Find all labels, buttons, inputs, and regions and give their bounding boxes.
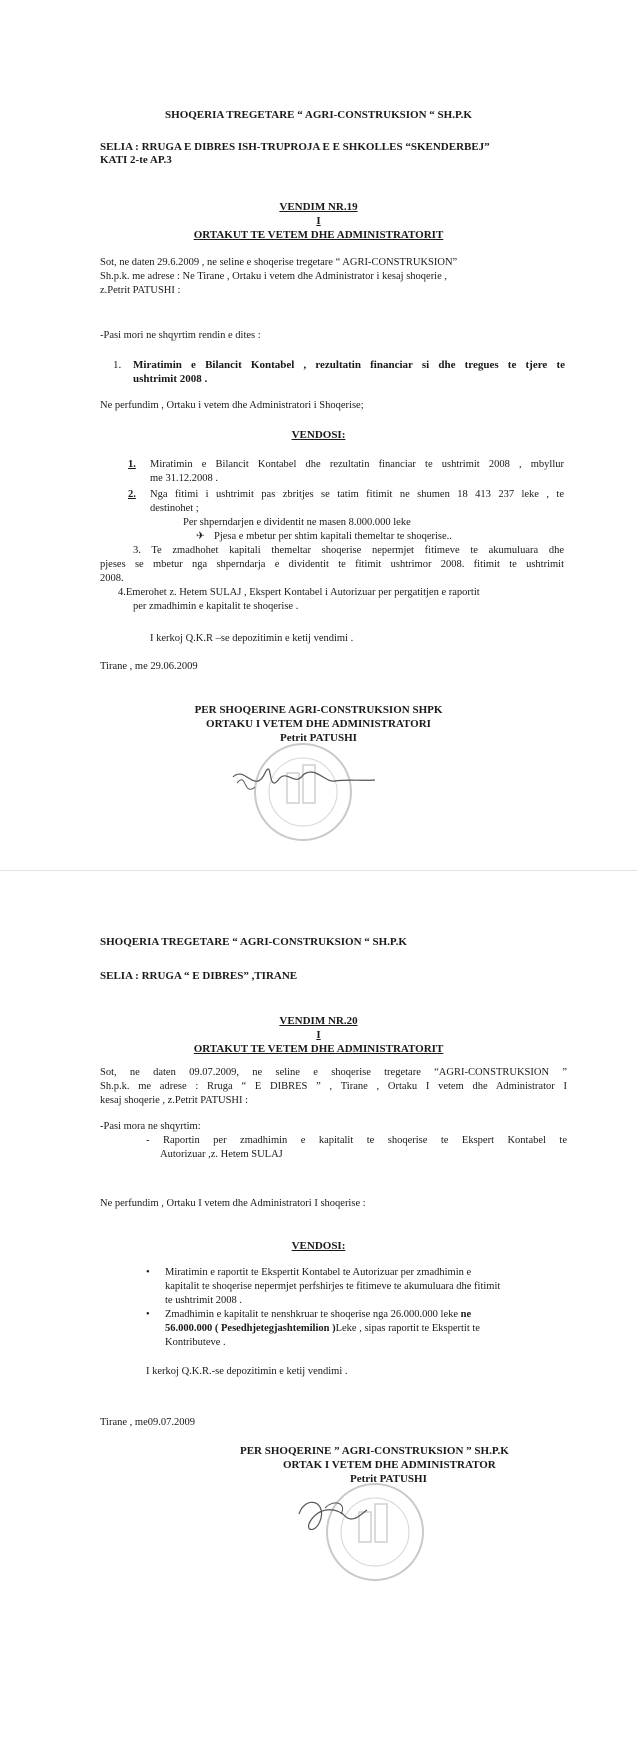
decision-2-line-1: Nga fitimi i ushtrimit pas zbritjes se tatim fitimit ne shumen 18 413 237 leke , te bbox=[150, 489, 564, 500]
decision-subtitle: ORTAKUT TE VETEM DHE ADMINISTRATORIT bbox=[193, 1043, 444, 1055]
agenda-item-line-1: - Raportin per zmadhimin e kapitalit te shoqerise te Ekspert Kontabel te bbox=[146, 1135, 567, 1146]
decision-4-line-1: 4.Emerohet z. Hetem SULAJ , Ekspert Kontabel i Autorizuar per pergatitjen e raportit bbox=[118, 587, 480, 598]
address-line-2: KATI 2-te AP.3 bbox=[100, 154, 172, 166]
agenda-intro: -Pasi mora ne shqyrtim: bbox=[100, 1121, 201, 1132]
address-line-1: SELIA : RRUGA E DIBRES ISH-TRUPROJA E E SHKOLLES “SKENDERBEJ” bbox=[100, 141, 490, 153]
company-stamp-with-signature-icon bbox=[295, 1474, 455, 1589]
decision-1-number: 1. bbox=[128, 459, 136, 470]
signature-name: Petrit PATUSHI bbox=[350, 1473, 427, 1485]
company-stamp-with-signature-icon bbox=[225, 735, 385, 850]
signature-role: ORTAKU I VETEM DHE ADMINISTRATORI bbox=[206, 718, 431, 730]
decision-document-19 bbox=[0, 0, 637, 870]
decision-2-sub-2: Pjesa e mbetur per shtim kapitali themeltar te shoqerise.. bbox=[214, 531, 452, 542]
intro-line-3: z.Petrit PATUSHI : bbox=[100, 285, 181, 296]
registration-request: I kerkoj Q.K.R –se depozitimin e ketij vendimi . bbox=[150, 633, 354, 644]
place-date: Tirane , me 29.06.2009 bbox=[100, 661, 198, 672]
decision-3-line-3: 2008. bbox=[100, 573, 124, 584]
intro-line-1: Sot, ne daten 09.07.2009, ne seline e shoqerise tregetare “AGRI-CONSTRUKSION ” bbox=[100, 1067, 567, 1078]
conclusion: Ne perfundim , Ortaku i vetem dhe Administratori i Shoqerise; bbox=[100, 400, 364, 411]
decided-heading: VENDOSI: bbox=[291, 1240, 346, 1252]
decided-heading: VENDOSI: bbox=[291, 429, 346, 441]
intro-line-2: Sh.p.k. me adrese : Ne Tirane , Ortaku i vetem dhe Administrator i kesaj shoqerie , bbox=[100, 271, 448, 282]
bullet-1-icon: • bbox=[146, 1267, 150, 1278]
bullet-1-line-3: te ushtrimit 2008 . bbox=[165, 1295, 242, 1306]
signature-company: PER SHOQERINE AGRI-CONSTRUKSION SHPK bbox=[194, 704, 443, 716]
decision-document-20 bbox=[0, 870, 637, 1754]
bullet-2-line-3: Kontributeve . bbox=[165, 1337, 226, 1348]
signature-company: PER SHOQERINE ” AGRI-CONSTRUKSION ” SH.P.K bbox=[240, 1445, 509, 1457]
decision-number: VENDIM NR.19 bbox=[279, 201, 358, 213]
bullet-2-icon: • bbox=[146, 1309, 150, 1320]
place-date: Tirane , me09.07.2009 bbox=[100, 1417, 195, 1428]
agenda-intro: -Pasi mori ne shqyrtim rendin e dites : bbox=[100, 330, 261, 341]
decision-2-number: 2. bbox=[128, 489, 136, 500]
conclusion: Ne perfundim , Ortaku I vetem dhe Administratori I shoqerise : bbox=[100, 1198, 366, 1209]
decision-i: I bbox=[316, 1029, 321, 1041]
bullet-1-line-1: Miratimin e raportit te Ekspertit Kontabel te Autorizuar per zmadhimin e bbox=[165, 1267, 472, 1278]
decision-number: VENDIM NR.20 bbox=[279, 1015, 358, 1027]
decision-i: I bbox=[316, 215, 321, 227]
agenda-item-number: 1. bbox=[113, 359, 122, 371]
decision-2-line-2: destinohet ; bbox=[150, 503, 199, 514]
bullet-2-line-1 bbox=[165, 1308, 471, 1322]
bullet-1-line-2: kapitalit te shoqerise nepermjet perfshirjes te fitimeve te akumuluara dhe fitimit bbox=[165, 1281, 501, 1292]
address-line: SELIA : RRUGA “ E DIBRES” ,TIRANE bbox=[100, 970, 298, 982]
signature-role: ORTAK I VETEM DHE ADMINISTRATOR bbox=[283, 1459, 496, 1471]
registration-request: I kerkoj Q.K.R.-se depozitimin e ketij vendimi . bbox=[146, 1366, 348, 1377]
intro-line-1: Sot, ne daten 29.6.2009 , ne seline e shoqerise tregetare “ AGRI-CONSTRUKSION” bbox=[100, 257, 458, 268]
bullet-2-line-1-bold: ne bbox=[460, 1309, 472, 1320]
agenda-item-line-2: Autorizuar ,z. Hetem SULAJ bbox=[160, 1149, 283, 1160]
decision-4-line-2: per zmadhimin e kapitalit te shoqerise . bbox=[133, 601, 299, 612]
decision-3-line-1: 3. Te zmadhohet kapitali themeltar shoqerise nepermjet fitimeve te akumuluara dhe bbox=[133, 545, 564, 556]
intro-line-2: Sh.p.k. me adrese : Rruga “ E DIBRES ” , Tirane , Ortaku I vetem dhe Administrator I bbox=[100, 1081, 567, 1092]
decision-1-line-1: Miratimin e Bilancit Kontabel dhe rezultatin financiar te ushtrimit 2008 , mbyllur bbox=[150, 459, 564, 470]
agenda-item-line-2: ushtrimit 2008 . bbox=[133, 373, 208, 385]
bullet-2-line-2-text: Leke , sipas raportit te Ekspertit te bbox=[335, 1323, 480, 1334]
company-title: SHOQERIA TREGETARE “ AGRI-CONSTRUKSION “ SH.P.K bbox=[100, 936, 407, 948]
bullet-2-amount: 56.000.000 ( Pesedhjetegjashtemilion ) bbox=[165, 1323, 336, 1334]
decision-2-sub-1: Per shperndarjen e dividentit ne masen 8.000.000 leke bbox=[183, 517, 411, 528]
decision-subtitle: ORTAKUT TE VETEM DHE ADMINISTRATORIT bbox=[193, 229, 444, 241]
intro-line-3: kesaj shoqerie , z.Petrit PATUSHI : bbox=[100, 1095, 249, 1106]
company-title: SHOQERIA TREGETARE “ AGRI-CONSTRUKSION “ SH.P.K bbox=[165, 109, 472, 121]
agenda-item-line-1: Miratimin e Bilancit Kontabel , rezultatin financiar si dhe tregues te tjere te bbox=[133, 359, 565, 371]
bullet-2-line-1-text: Zmadhimin e kapitalit te nenshkruar te shoqerise nga 26.000.000 leke bbox=[165, 1309, 461, 1320]
bullet-2-line-2 bbox=[165, 1322, 480, 1336]
signature-name: Petrit PATUSHI bbox=[280, 732, 357, 744]
decision-3-line-2: pjeses se mbetur nga shperndarja e dividentit te fitimit ushtrimor 2008. fitimit te ushtrimit bbox=[100, 559, 564, 570]
decision-1-line-2: me 31.12.2008 . bbox=[150, 473, 218, 484]
arrow-icon: ✈ bbox=[196, 531, 205, 542]
